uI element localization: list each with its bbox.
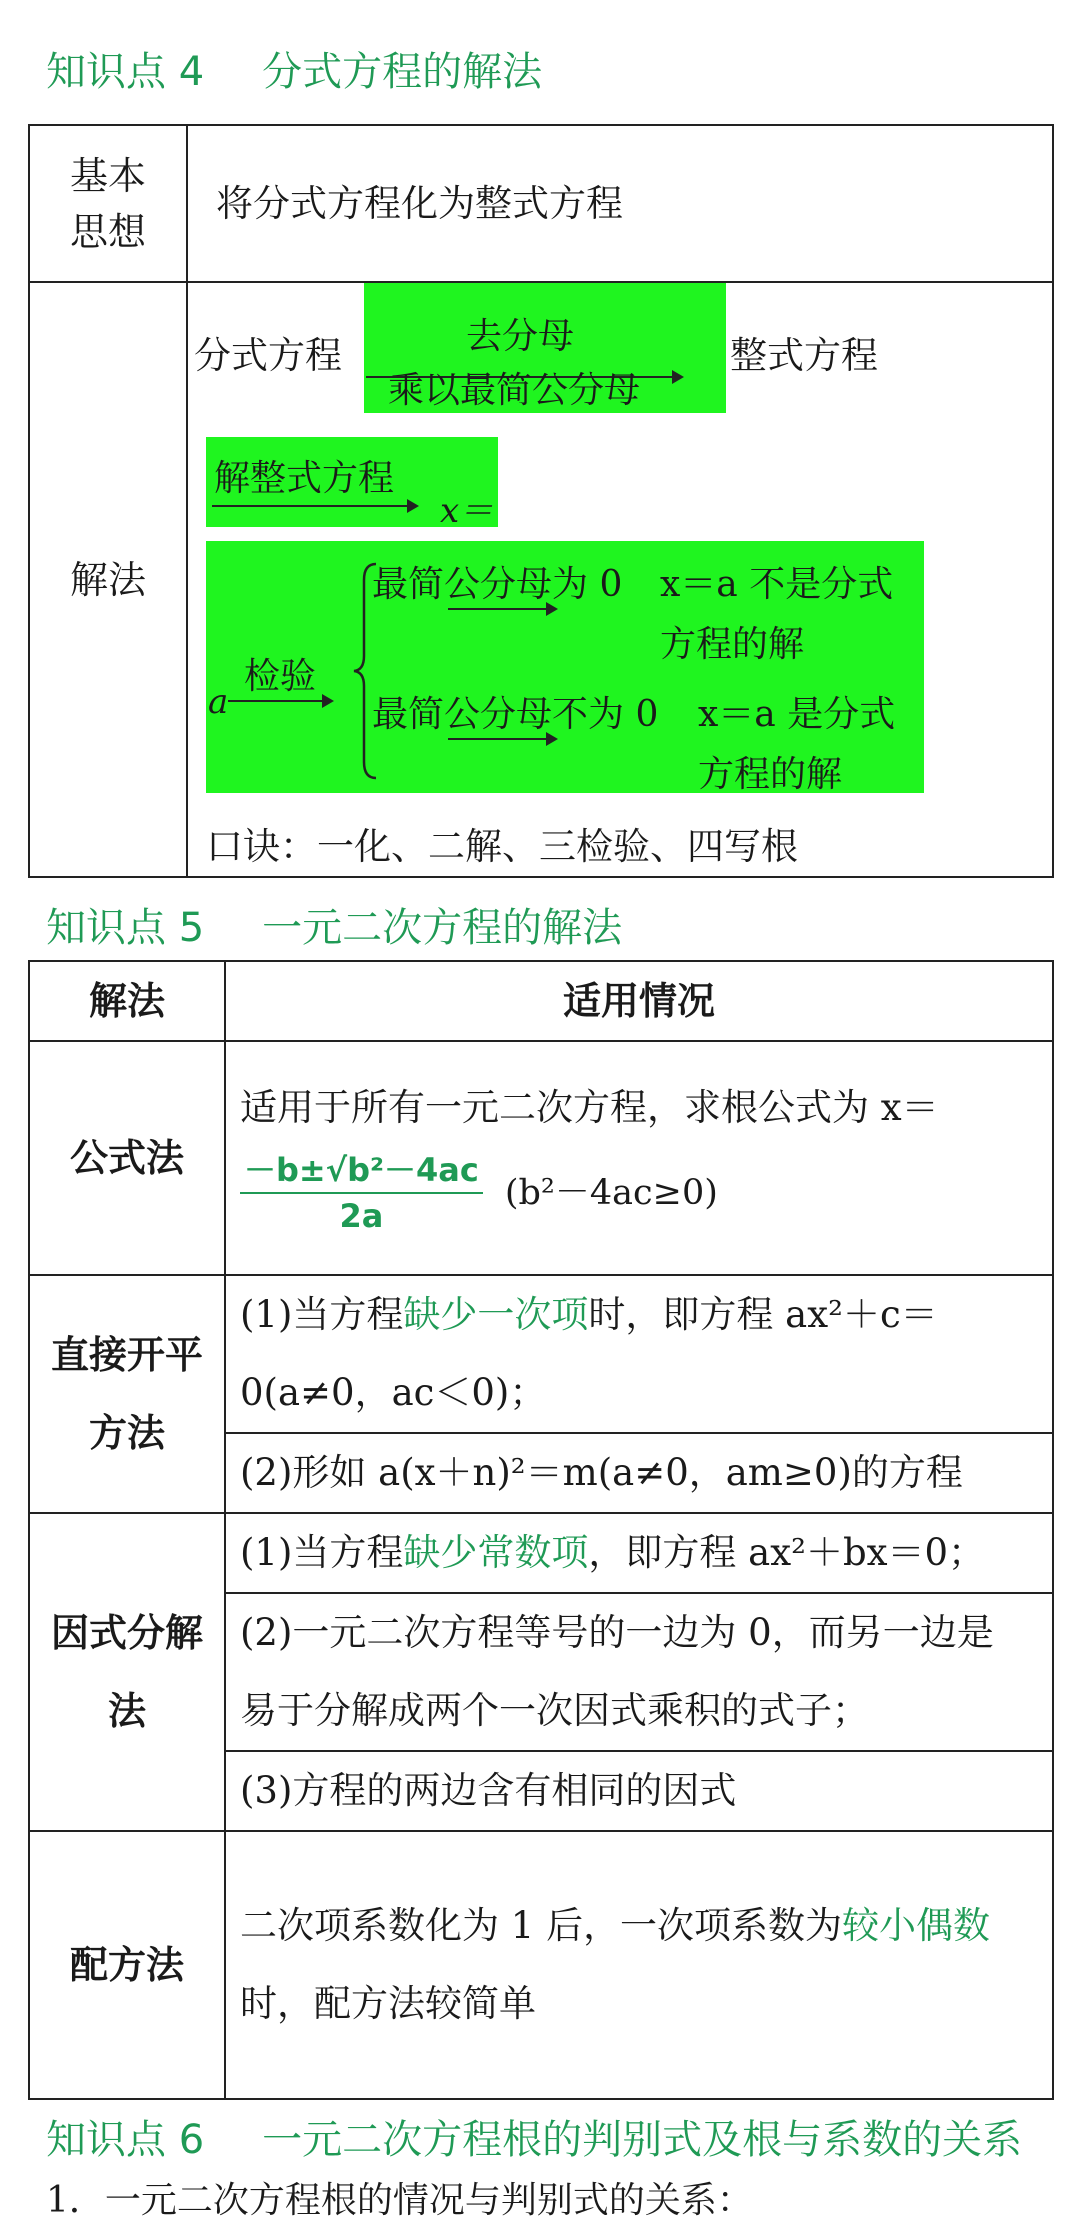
case2-condition: 最简公分母不为 0	[372, 694, 659, 735]
case1-result-2: 方程的解	[660, 624, 805, 665]
formula-condition: (b²－4ac≥0)	[504, 1173, 718, 1213]
completing-square-label: 配方法	[29, 1831, 225, 2099]
arrow-icon	[212, 505, 417, 507]
check-label: 检验	[244, 656, 317, 697]
factoring-case-1: (1)当方程缺少常数项，即方程 ax²＋bx＝0；	[225, 1513, 1053, 1593]
case1-condition: 最简公分母为 0	[372, 564, 623, 605]
basic-idea-text: 将分式方程化为整式方程	[187, 125, 1053, 282]
flow-left: 分式方程	[194, 334, 342, 377]
solve-label: 解整式方程	[214, 458, 395, 499]
a-symbol: a	[208, 682, 229, 722]
section-5-title: 知识点 5 一元二次方程的解法	[46, 905, 623, 951]
arrow-icon	[228, 700, 332, 702]
arrow-icon	[448, 608, 556, 610]
header-usage: 适用情况	[225, 961, 1053, 1041]
formula-method-cell	[225, 1041, 1053, 1275]
item-1: 1．一元二次方程根的情况与判别式的关系：	[46, 2180, 753, 2221]
flow-bottom-label: 乘以最简公分母	[388, 370, 641, 411]
arrow-icon	[448, 738, 556, 740]
direct-root-case-2: (2)形如 a(x＋n)²＝m(a≠0，am≥0)的方程	[225, 1433, 1053, 1513]
header-method: 解法	[29, 961, 225, 1041]
x-eq: x＝	[440, 491, 494, 531]
basic-idea-label: 基本思想	[29, 125, 187, 282]
flow-top-label: 去分母	[466, 316, 575, 357]
quadratic-formula: －b±√b²－4ac 2a	[240, 1148, 483, 1238]
factoring-label: 因式分解 法	[29, 1513, 225, 1831]
mnemonic: 口诀：一化、二解、三检验、四写根	[206, 825, 798, 868]
completing-square-cell: 二次项系数化为 1 后，一次项系数为较小偶数 时，配方法较简单	[225, 1831, 1053, 2099]
factoring-case-3: (3)方程的两边含有相同的因式	[225, 1751, 1053, 1831]
direct-root-label: 直接开平 方法	[29, 1275, 225, 1513]
case2-result-2: 方程的解	[698, 754, 843, 795]
formula-method-label: 公式法	[29, 1041, 225, 1275]
case2-result: x＝a 是分式	[698, 694, 896, 735]
formula-text: 适用于所有一元二次方程，求根公式为 x＝	[240, 1086, 939, 1129]
section-6-title: 知识点 6 一元二次方程根的判别式及根与系数的关系	[46, 2117, 1023, 2163]
direct-root-case-1: (1)当方程缺少一次项时，即方程 ax²＋c＝ 0(a≠0，ac＜0)；	[225, 1275, 1053, 1433]
method-label: 解法	[29, 282, 187, 877]
table-quadratic-methods	[28, 960, 1054, 2100]
case1-result: x＝a 不是分式	[660, 564, 894, 605]
factoring-case-2: (2)一元二次方程等号的一边为 0，而另一边是 易于分解成两个一次因式乘积的式子；	[225, 1593, 1053, 1751]
section-4-title: 知识点 4 分式方程的解法	[46, 49, 543, 95]
flow-right: 整式方程	[730, 334, 878, 377]
